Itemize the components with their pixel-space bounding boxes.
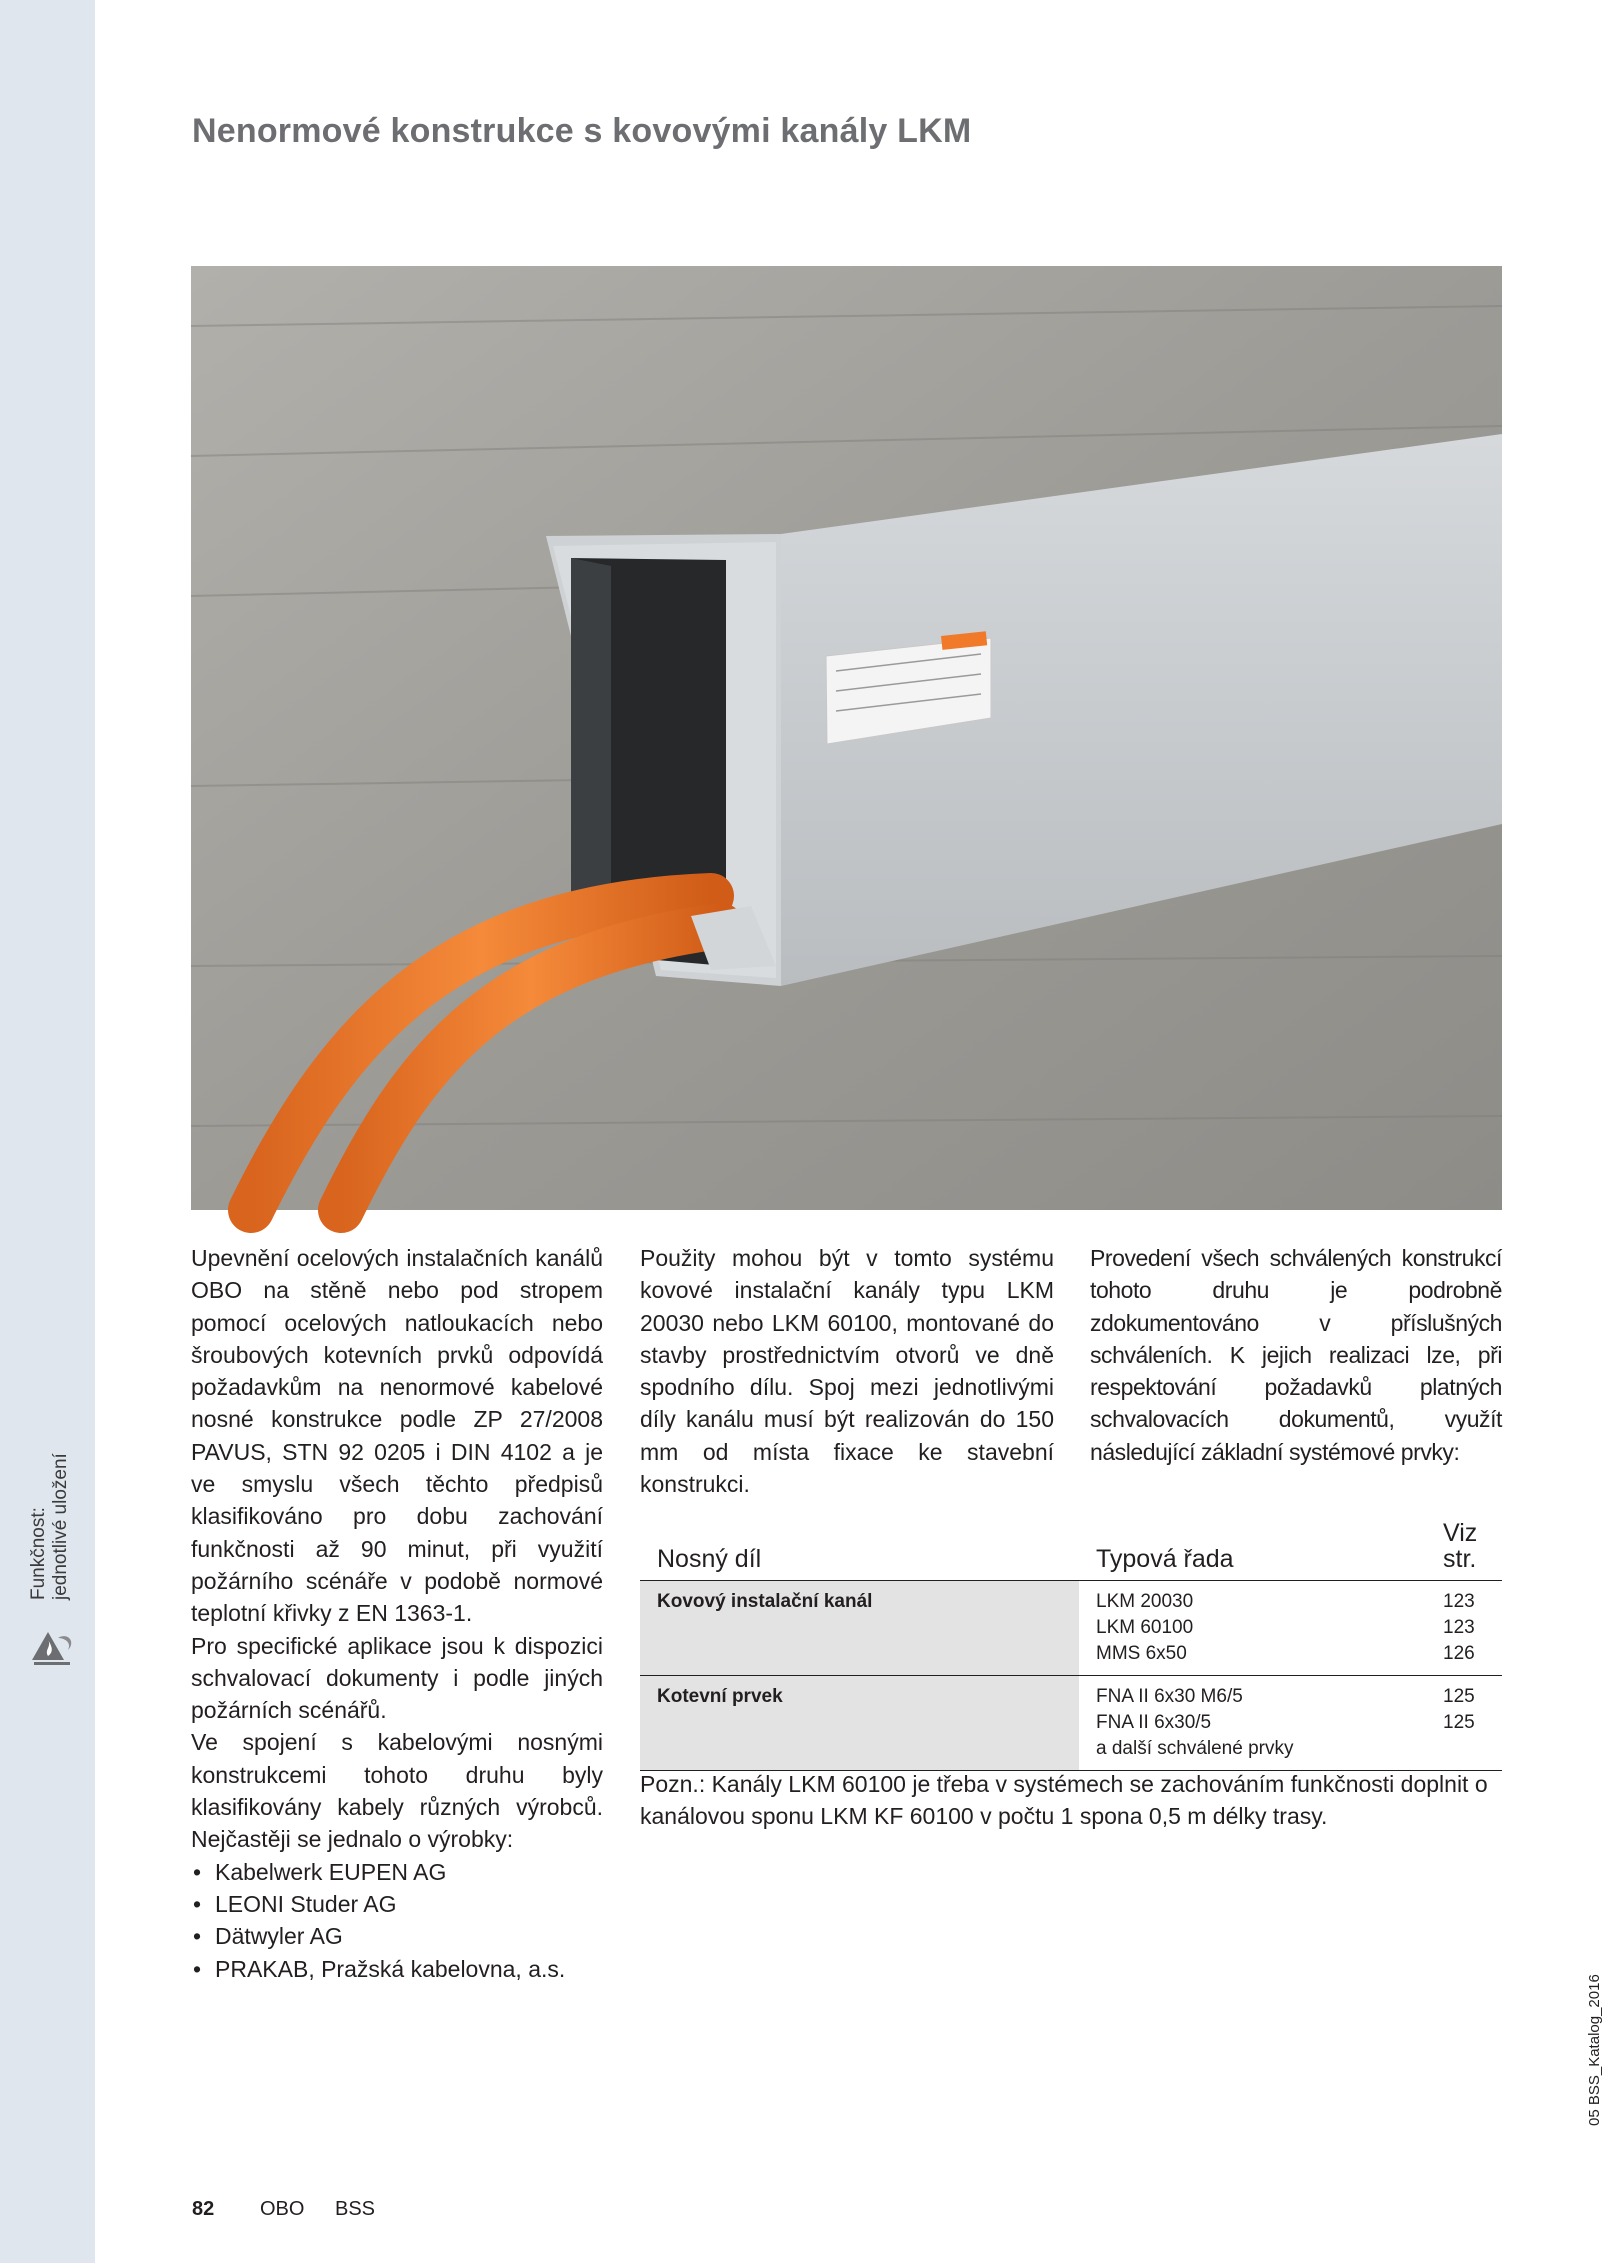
paragraph: Upevnění ocelových instalačních kanálů OBO na stěně nebo pod stropem pomocí ocelových natloukacích nebo šroubových kotevních prvků odpovídá požadavkům na nenormové kabelové nosné konstrukce podle ZP 27/2008 PAVUS, STN 92 0205 i DIN 4102 a je ve smyslu všech těchto předpisů klasifikováno pro dobu zachování funkčnosti až 90 minut, při využití požárního scénáře v podobě normové teplotní křivky z EN 1363-1. xyxy=(191,1245,603,1627)
note: Pozn.: Kanály LKM 60100 je třeba v systémech se zachováním funkčnosti doplnit o kanálovou sponu LKM KF 60100 v počtu 1 spona 0,5 m délky trasy. xyxy=(640,1771,1488,1829)
text-column-2 xyxy=(640,1242,1054,1500)
paragraph: Ve spojení s kabelovými nosnými konstrukcemi tohoto druhu byly klasifikovány kabely různých výrobců. Nejčastěji se jednalo o výrobky: xyxy=(191,1729,603,1853)
header-page: Viz str. xyxy=(1426,1520,1502,1581)
page-cell: 125 125 xyxy=(1426,1676,1502,1771)
footer-section: BSS xyxy=(335,2198,376,2220)
manufacturer-list xyxy=(191,1856,603,1985)
section-label: Funkčnost: jednotlivé uložení xyxy=(28,1453,71,1600)
paragraph: Použity mohou být v tomto systému kovové instalační kanály typu LKM 20030 nebo LKM 60100, montované do stavby prostřednictvím otvorů ve dně spodního dílu. Spoj mezi jednotlivými díly kanálu musí být realizován do 150 mm od místa fixace ke stavební konstrukci. xyxy=(640,1245,1054,1498)
table-row xyxy=(640,1581,1502,1676)
page-cell: 123 123 126 xyxy=(1426,1581,1502,1676)
page-number: 82 xyxy=(192,2198,215,2220)
sidebar xyxy=(0,0,95,2263)
list-item: • Kabelwerk EUPEN AG xyxy=(191,1856,603,1888)
footer-brand: OBO xyxy=(260,2198,305,2220)
page-title: Nenormové konstrukce s kovovými kanály LKM xyxy=(192,112,972,150)
header-part: Nosný díl xyxy=(640,1520,1079,1581)
table-header-row xyxy=(640,1520,1502,1581)
table-row xyxy=(640,1676,1502,1771)
text-column-1 xyxy=(191,1242,603,1985)
part-cell: Kovový instalační kanál xyxy=(640,1581,1079,1676)
list-item: • Dätwyler AG xyxy=(191,1920,603,1952)
parts-table xyxy=(640,1520,1502,1771)
list-item: • LEONI Studer AG xyxy=(191,1888,603,1920)
paragraph: Provedení všech schválených konstrukcí tohoto druhu je podrobně zdokumentováno v příslušných schváleních. K jejich realizaci lze, při respektování požadavků platných schvalovacích dokumentů, využít následující základní systémové prvky: xyxy=(1090,1245,1502,1465)
list-item: • PRAKAB, Pražská kabelovna, a.s. xyxy=(191,1953,603,1985)
paragraph: Pro specifické aplikace jsou k dispozici schvalovací dokumenty i podle jiných požárních scénářů. xyxy=(191,1632,603,1724)
catalog-label: 05 BSS_Katalog_2016 xyxy=(1586,1974,1603,2126)
series-cell: LKM 20030 LKM 60100 MMS 6x50 xyxy=(1079,1581,1426,1676)
fire-safety-icon xyxy=(28,1620,80,1670)
series-cell: FNA II 6x30 M6/5 FNA II 6x30/5 a další schválené prvky xyxy=(1079,1676,1426,1771)
product-photo xyxy=(191,266,1502,1210)
text-column-3 xyxy=(1090,1242,1502,1468)
header-series: Typová řada xyxy=(1079,1520,1426,1581)
part-cell: Kotevní prvek xyxy=(640,1676,1079,1771)
